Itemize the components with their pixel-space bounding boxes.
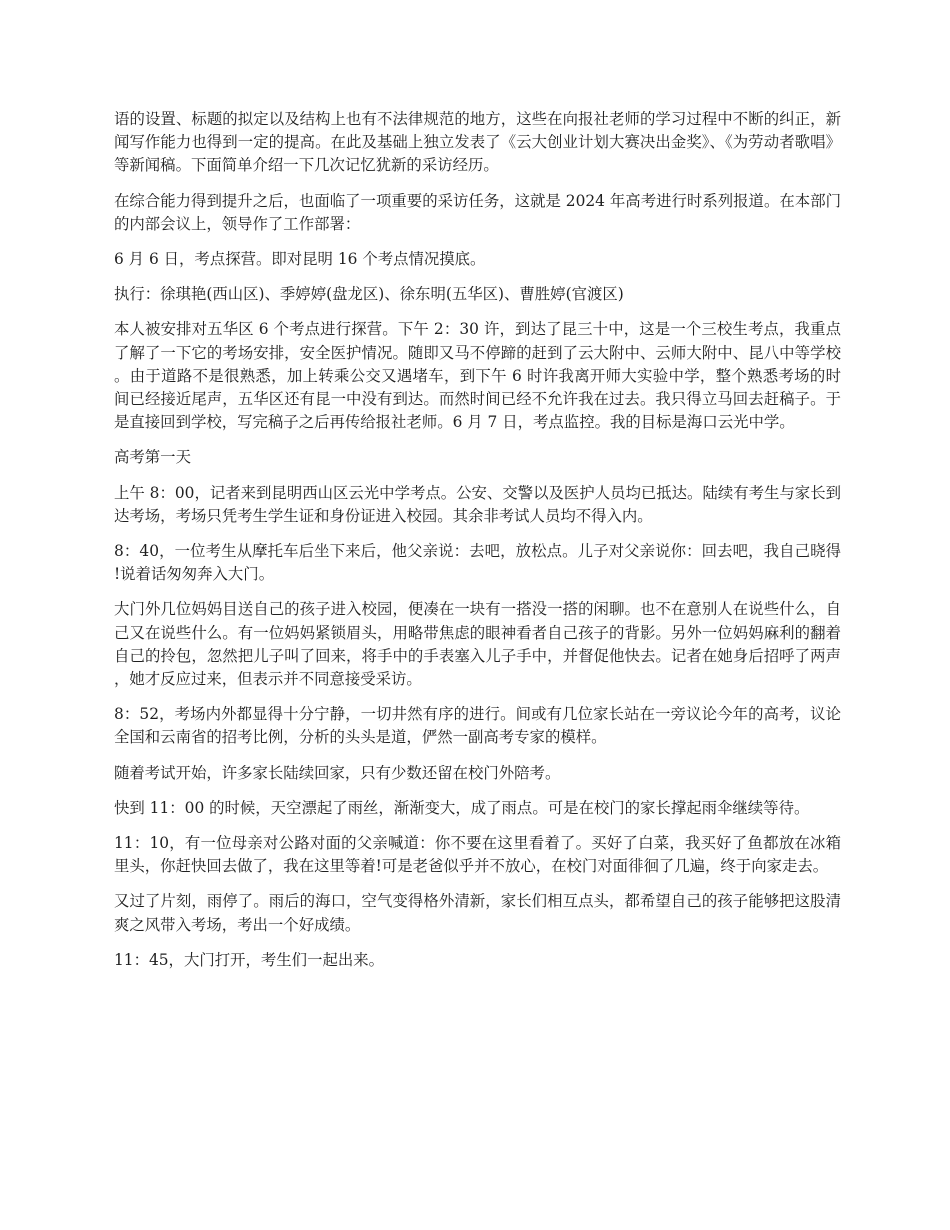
paragraph: 执行：徐琪艳(西山区)、季婷婷(盘龙区)、徐东明(五华区)、曹胜婷(官渡区): [114, 285, 624, 304]
paragraph: 11：10，有一位母亲对公路对面的父亲喊道：你不要在这里看着了。买好了白菜，我买好了鱼都放在冰箱里头，你赶快回去做了，我在这里等着!可是老爸似乎并不放心，在校门对面徘徊了几遍，终于向家走去。: [114, 834, 841, 876]
paragraph: 又过了片刻，雨停了。雨后的海口，空气变得格外清新，家长们相互点头，都希望自己的孩子能够把这股清爽之风带入考场，考出一个好成绩。: [114, 892, 841, 934]
paragraph: 本人被安排对五华区 6 个考点进行探营。下午 2：30 许，到达了昆三十中，这是一个三校生考点，我重点了解了一下它的考场安排，安全医护情况。随即又马不停蹄的赶到了云大附中、云师大附中、昆八中等学校。由于道路不是很熟悉，加上转乘公交又遇堵车，到下午 6 时许我离开师大实验中学，整个熟悉考场的时间已经接近尾声，五华区还有昆一中没有到达。而然时间已经不允许我在过去。我只得立马回去赶稿子。于是直接回到学校，写完稿子之后再传给报社老师。6 月 7 日，考点监控。我的目标是海口云光中学。: [114, 320, 841, 432]
paragraph: 8：52，考场内外都显得十分宁静，一切井然有序的进行。间或有几位家长站在一旁议论今年的高考，议论全国和云南省的招考比例，分析的头头是道，俨然一副高考专家的模样。: [114, 705, 841, 747]
paragraph: 大门外几位妈妈目送自己的孩子进入校园，便凑在一块有一搭没一搭的闲聊。也不在意别人在说些什么，自己又在说些什么。有一位妈妈紧锁眉头，用略带焦虑的眼神看者自己孩子的背影。另外一位妈妈麻利的翻着自己的拎包，忽然把儿子叫了回来，将手中的手表塞入儿子手中，并督促他快去。记者在她身后招呼了两声，她才反应过来，但表示并不同意接受采访。: [114, 600, 841, 689]
paragraph: 上午 8：00，记者来到昆明西山区云光中学考点。公安、交警以及医护人员均已抵达。陆续有考生与家长到达考场，考场只凭考生学生证和身份证进入校园。其余非考试人员均不得入内。: [114, 483, 841, 525]
paragraph: 6 月 6 日，考点探营。即对昆明 16 个考点情况摸底。: [114, 250, 486, 269]
paragraph: 11：45，大门打开，考生们一起出来。: [114, 950, 385, 969]
paragraph: 随着考试开始，许多家长陆续回家，只有少数还留在校门外陪考。: [114, 763, 561, 782]
section-heading: 高考第一天: [114, 448, 191, 467]
paragraph: 在综合能力得到提升之后，也面临了一项重要的采访任务，这就是 2024 年高考进行时系列报道。在本部门的内部会议上，领导作了工作部署：: [114, 191, 841, 233]
paragraph: 8：40，一位考生从摩托车后坐下来后，他父亲说：去吧，放松点。儿子对父亲说你：回去吧，我自己晓得!说着话匆匆奔入大门。: [114, 542, 841, 584]
document-body: [114, 108, 841, 984]
paragraph: 快到 11：00 的时候，天空漂起了雨丝，渐渐变大，成了雨点。可是在校门的家长撑起雨伞继续等待。: [114, 798, 810, 817]
paragraph: 语的设置、标题的拟定以及结构上也有不法律规范的地方，这些在向报社老师的学习过程中不断的纠正，新闻写作能力也得到一定的提高。在此及基础上独立发表了《云大创业计划大赛决出金奖》、《为劳动者歌唱》等新闻稿。下面简单介绍一下几次记忆犹新的采访经历。: [114, 110, 841, 175]
